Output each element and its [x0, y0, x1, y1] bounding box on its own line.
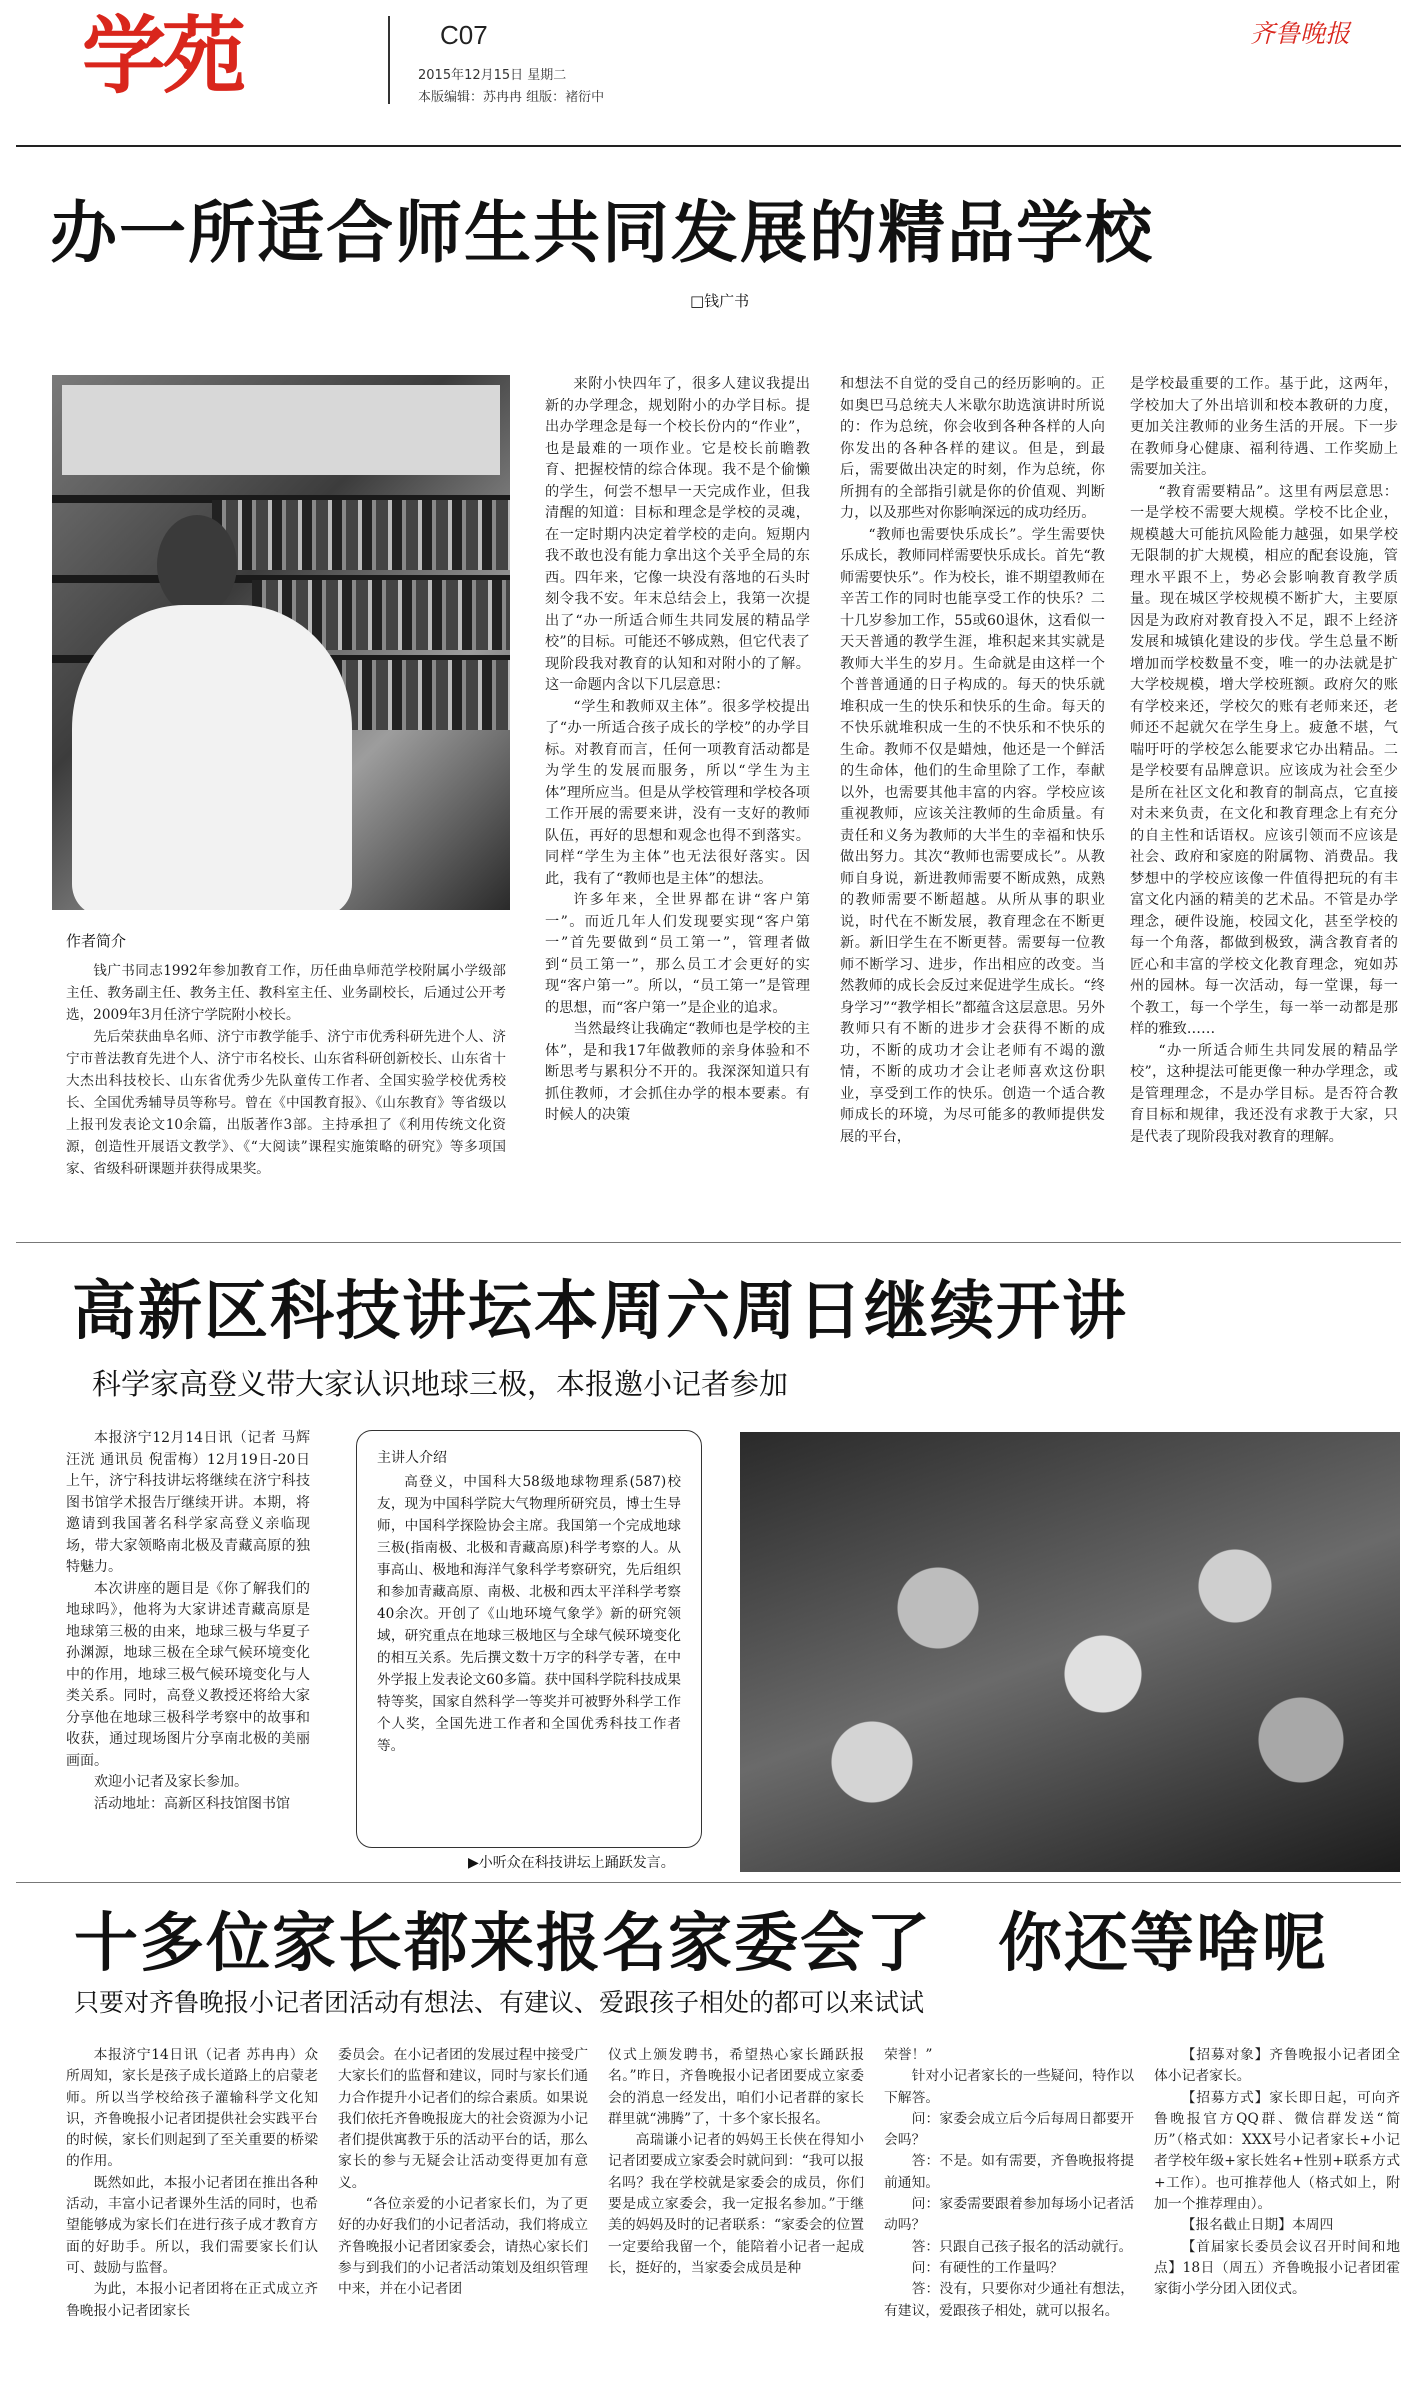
paragraph: 和想法不自觉的受自己的经历影响的。正如奥巴马总统夫人米歇尔助选演讲时所说的：作为总统，你会收到各种各样的人向你发出的各种各样的建议。但是，到最后，需要做出决定的时刻，作为总统，你所拥有的全部指引就是你的价值观、判断力，以及那些对你影响深远的成功经历。 — [840, 376, 1105, 521]
faq-question: 问：家委会成立后今后每周日都要开会吗？ — [884, 2110, 1134, 2149]
masthead-divider — [388, 16, 390, 104]
article3-column-3 — [608, 2045, 864, 2375]
faq-question: 问：有硬性的工作量吗？ — [911, 2259, 1064, 2276]
article2-subtitle: 科学家高登义带大家认识地球三极，本报邀小记者参加 — [92, 1367, 789, 1401]
paragraph: 仪式上颁发聘书，希望热心家长踊跃报名。”昨日，齐鲁晚报小记者团要成立家委会的消息一经发出，咱们小记者群的家长群里就“沸腾”了，十多个家长报名。 — [608, 2047, 864, 2127]
paragraph: 许多年来，全世界都在讲“客户第一”。而近几年人们发现要实现“客户第一”首先要做到“员工第一”，管理者做到“员工第一”，那么员工才会更好的实现“客户第一”。所以，“员工第一”是管理的思想，而“客户第一”是企业的追求。 — [545, 892, 810, 1016]
paragraph: 荣誉！” — [884, 2047, 933, 2063]
photo-caption: ▶小听众在科技讲坛上踊跃发言。 — [468, 1855, 675, 1871]
speaker-bio: 高登义，中国科大58级地球物理系(587)校友，现为中国科学院大气物理所研究员，博士生导师，中国科学探险协会主席。我国第一个完成地球三极(指南极、北极和青藏高原)科学考察的人。从事高山、极地和海洋气象科学考察研究，先后组织和参加青藏高原、南极、北极和西太平洋科学考察40余次。开创了《山地环境气象学》新的研究领域，研究重点在地球三极地区与全球气候环境变化的相互关系。先后撰文数十万字的科学专著，在中外学报上发表论文60多篇。获中国科学院科技成果特等奖，国家自然科学一等奖并可被野外科学工作个人奖，全国先进工作者和全国优秀科技工作者等。 — [377, 1474, 681, 1754]
first-meeting-info: 【首届家长委员会议召开时间和地点】18日（周五）齐鲁晚报小记者团霍家街小学分团入团仪式。 — [1154, 2238, 1400, 2298]
paragraph: 委员会。在小记者团的发展过程中接受广大家长们的监督和建议，同时与家长们通力合作提升小记者们的综合素质。如果说我们依托齐鲁晚报庞大的社会资源为小记者们提供寓教于乐的活动平台的话，那么家长的参与无疑会让活动变得更加有意义。 — [338, 2047, 588, 2191]
lecture-audience-photo — [740, 1432, 1400, 1872]
article1-title: 办一所适合师生共同发展的精品学校 — [50, 194, 1154, 272]
paragraph: “教师也需要快乐成长”。学生需要快乐成长，教师同样需要快乐成长。首先“教师需要快乐”。作为校长，谁不期望教师在辛苦工作的同时也能享受工作的快乐？二十几岁参加工作，55或60退休，这看似一天天普通的教学生涯，堆积起来其实就是教师大半生的岁月。生命就是由这样一个个普普通通的日子构成的。每天的快乐就堆积成一生的快乐和快乐的生命。每天的不快乐就堆积成一生的不快乐和不快乐的生命。教师不仅是蜡烛，他还是一个鲜活的生命体，他们的生命里除了工作，奉献以外，也需要其他丰富的内容。学校应该重视教师，应该关注教师的生命质量。有责任和义务为教师的大半生的幸福和快乐做出努力。其次“教师也需要成长”。从教师自身说，新进教师需要不断成熟，成熟的教师需要不断超越。从所从事的职业说，时代在不断发展，教育理念在不断更新。新旧学生在不断更替。需要每一位教师不断学习、进步，作出相应的改变。当然教师的成长会反过来促进学生成长。“终身学习”“教学相长”都蕴含这层意思。另外教师只有不断的进步才会获得不断的成功，不断的成功才会让老师有不竭的激情，不断的成功才会让老师喜欢这份职业，享受到工作的快乐。创造一个适合教师成长的环境，为尽可能多的教师提供发展的平台， — [840, 526, 1105, 1145]
article2-body — [66, 1428, 310, 1878]
paragraph: 本报济宁12月14日讯（记者 马辉 汪洸 通讯员 倪雷梅）12月19日-20日上午，济宁科技讲坛将继续在济宁科技图书馆学术报告厅继续开讲。本期，将邀请到我国著名科学家高登义亲临现场，带大家领略南北极及青藏高原的独特魅力。 — [66, 1430, 310, 1575]
author-bio-paragraph: 先后荣获曲阜名师、济宁市教学能手、济宁市优秀科研先进个人、济宁市普法教育先进个人、济宁市名校长、山东省科研创新校长、山东省十大杰出科技校长、山东省优秀少先队童传工作者、全国实验学校优秀校长、全国优秀辅导员等称号。曾在《中国教育报》、《山东教育》等省级以上报刊发表论文10余篇，出版著作3部。主持承担了《利用传统文化资源，创造性开展语文教学》、《“大阅读”课程实施策略的研究》等多项国家、省级科研课题并获得成果奖。 — [66, 1029, 506, 1177]
paragraph: “学生和教师双主体”。很多学校提出了“办一所适合孩子成长的学校”的办学目标。对教育而言，任何一项教育活动都是为学生的发展而服务，所以“学生为主体”理所应当。但是从学校管理和学校各项工作开展的需要来讲，没有一支好的教师队伍，再好的思想和观念也得不到落实。同样“学生为主体”也无法很好落实。因此，我有了“教师也是主体”的想法。 — [545, 698, 810, 887]
paragraph: “教育需要精品”。这里有两层意思：一是学校不需要大规模。学校不比企业，规模越大可能抗风险能力越强，如果学校无限制的扩大规模，相应的配套设施，管理水平跟不上，势必会影响教育教学质量。现在城区学校规模不断扩大，主要原因是为政府对教育投入不足，跟不上经济发展和城镇化建设的步伐。学生总量不断增加而学校数量不变，唯一的办法就是扩大学校规模，增大学校班额。政府欠的账有学校来还，学校欠的账有老师来还，老师还不起就欠在学生身上。疲惫不堪，气喘吁吁的学校怎么能要求它办出精品。二是学校要有品牌意识。应该成为社会至少是所在社区文化和教育的制高点，它直接对未来负责，在文化和教育理念上有充分的自主性和话语权。应该引领而不应该是社会、政府和家庭的附属物、消费品。我梦想中的学校应该像一件值得把玩的有丰富文化内涵的精美的艺术品。不管是办学理念，硬件设施，校园文化，甚至学校的每一个角落，都做到极致，满含教育者的匠心和丰富的学校文化教育理念，宛如苏州的园林。每一次活动，每一堂课，每一个教工，每一个学生，每一举一动都是那样的雅致…… — [1130, 483, 1398, 1037]
paragraph: 为此，本报小记者团将在正式成立齐鲁晚报小记者团家长 — [66, 2281, 318, 2319]
faq-answer: 答：不是。如有需要，齐鲁晚报将提前通知。 — [884, 2153, 1134, 2191]
author-bio-paragraph: 钱广书同志1992年参加教育工作，历任曲阜师范学校附属小学级部主任、教务副主任、教务主任、教科室主任、业务副校长，后通过公开考选，2009年3月任济宁学院附小校长。 — [66, 963, 506, 1023]
event-address: 活动地址：高新区科技馆图书馆 — [94, 1795, 290, 1812]
issue-date: 2015年12月15日 星期二 — [418, 68, 567, 83]
paragraph: 是学校最重要的工作。基于此，这两年，学校加大了外出培训和校本教研的力度，更加关注教师的业务生活的开展。下一步在教师身心健康、福利待遇、工作奖励上需要加关注。 — [1130, 376, 1398, 478]
masthead-rule — [16, 145, 1401, 147]
article1-column-2 — [840, 374, 1105, 1242]
article3-column-2 — [338, 2045, 588, 2375]
article1-column-1 — [545, 374, 810, 1242]
author-photo — [52, 375, 510, 910]
article3-column-4-faq — [884, 2045, 1134, 2375]
article3-column-5-recruit — [1154, 2045, 1400, 2375]
section-logo: 学苑 — [82, 7, 243, 105]
paragraph: 本次讲座的题目是《你了解我们的地球吗》，他将为大家讲述青藏高原是地球第三极的由来，地球三极与华夏子孙渊源，地球三极在全球气候环境变化中的作用，地球三极气候环境变化与人类关系。同时，高登义教授还将给大家分享他在地球三极科学考察中的故事和收获，通过现场图片分享南北极的美丽画面。 — [66, 1580, 310, 1769]
speaker-intro-box — [356, 1430, 702, 1848]
section-rule — [16, 1242, 1401, 1243]
paragraph: 针对小记者家长的一些疑问，特作以下解答。 — [884, 2068, 1134, 2106]
article3-subtitle: 只要对齐鲁晚报小记者团活动有想法、有建议、爱跟孩子相处的都可以来试试 — [74, 1988, 925, 2017]
paragraph: 当然最终让我确定“教师也是学校的主体”，是和我17年做教师的亲身体验和不断思考与累积分不开的。我深深知道只有抓住教师，才会抓住办学的根本要素。有时候人的决策 — [545, 1021, 810, 1123]
editor-credits: 本版编辑：苏冉冉 组版：褚衍中 — [418, 90, 605, 105]
article3-title: 十多位家长都来报名家委会了 你还等啥呢 — [74, 1907, 1328, 1981]
author-bio — [66, 960, 506, 1260]
speaker-intro-heading: 主讲人介绍 — [377, 1450, 447, 1466]
paragraph: 高瑞谦小记者的妈妈王长侠在得知小记者团要成立家委会时就问到：“我可以报名吗？我在学校就是家委会的成员，你们要是成立家委会，我一定报名参加。”于继美的妈妈及时的记者联系：“家委会的位置一定要给我留一个，能陪着小记者一起成长，挺好的，当家委会成员是种 — [608, 2132, 864, 2276]
article1-column-3 — [1130, 374, 1398, 1242]
faq-answer: 答：只跟自己孩子报名的活动就行。 — [911, 2238, 1133, 2255]
paragraph: “办一所适合师生共同发展的精品学校”，这种提法可能更像一种办学理念，或是管理理念，不是办学目标。是否符合教育目标和规律，我还没有求教于大家，只是代表了现阶段我对教育的理解。 — [1130, 1042, 1398, 1145]
faq-question: 问：家委需要跟着参加每场小记者活动吗？ — [884, 2196, 1134, 2234]
article3-column-1 — [66, 2045, 318, 2375]
article2-title: 高新区科技讲坛本周六周日继续开讲 — [72, 1275, 1128, 1349]
section-rule — [16, 1882, 1401, 1883]
article1-byline: □钱广书 — [690, 292, 750, 310]
paragraph: “各位亲爱的小记者家长们，为了更好的办好我们的小记者活动，我们将成立齐鲁晚报小记者团家委会，请热心家长们参与到我们的小记者活动策划及组织管理中来，并在小记者团 — [338, 2196, 588, 2298]
author-bio-heading: 作者简介 — [66, 932, 127, 950]
paragraph: 来附小快四年了，很多人建议我提出新的办学理念，规划附小的办学目标。提出办学理念是每一个校长份内的“作业”，也是最难的一项作业。它是校长前瞻教育、把握校情的综合体现。我不是个偷懒的学生，何尝不想早一天完成作业，但我清醒的知道：目标和理念是学校的灵魂，在一定时期内决定着学校的走向。短期内我不敢也没有能力拿出这个关乎全局的东西。四年来，它像一块没有落地的石头时刻令我不安。年末总结会上，我第一次提出了“办一所适合师生共同发展的精品学校”的目标。可能还不够成熟，但它代表了现阶段我对教育的认知和对附小的了解。这一命题内含以下几层意思： — [545, 376, 810, 693]
faq-answer: 答：没有，只要你对少通社有想法，有建议，爱跟孩子相处，就可以报名。 — [884, 2281, 1134, 2319]
recruit-target: 【招募对象】齐鲁晚报小记者团全体小记者家长。 — [1154, 2047, 1400, 2085]
page-number: C07 — [440, 20, 488, 50]
paragraph: 欢迎小记者及家长参加。 — [94, 1774, 248, 1790]
recruit-deadline: 【报名截止日期】本周四 — [1181, 2217, 1334, 2234]
newspaper-brand: 齐鲁晚报 — [1250, 19, 1351, 48]
recruit-method: 【招募方式】家长即日起，可向齐鲁晚报官方QQ群、微信群发送“简历”（格式如：XXX号小记者家长+小记者学校年级+家长姓名+性别+联系方式+工作）。也可推荐他人（格式如上，附加一个推荐理由）。 — [1154, 2089, 1400, 2213]
paragraph: 本报济宁14日讯（记者 苏冉冉）众所周知，家长是孩子成长道路上的启蒙老师。所以当学校给孩子灌输科学文化知识，齐鲁晚报小记者团提供社会实践平台的时候，家长们则起到了至关重要的桥梁的作用。 — [66, 2047, 318, 2170]
paragraph: 既然如此，本报小记者团在推出各种活动，丰富小记者课外生活的同时，也希望能够成为家长们在进行孩子成才教育方面的好助手。所以，我们需要家长们认可、鼓励与监督。 — [66, 2174, 318, 2276]
